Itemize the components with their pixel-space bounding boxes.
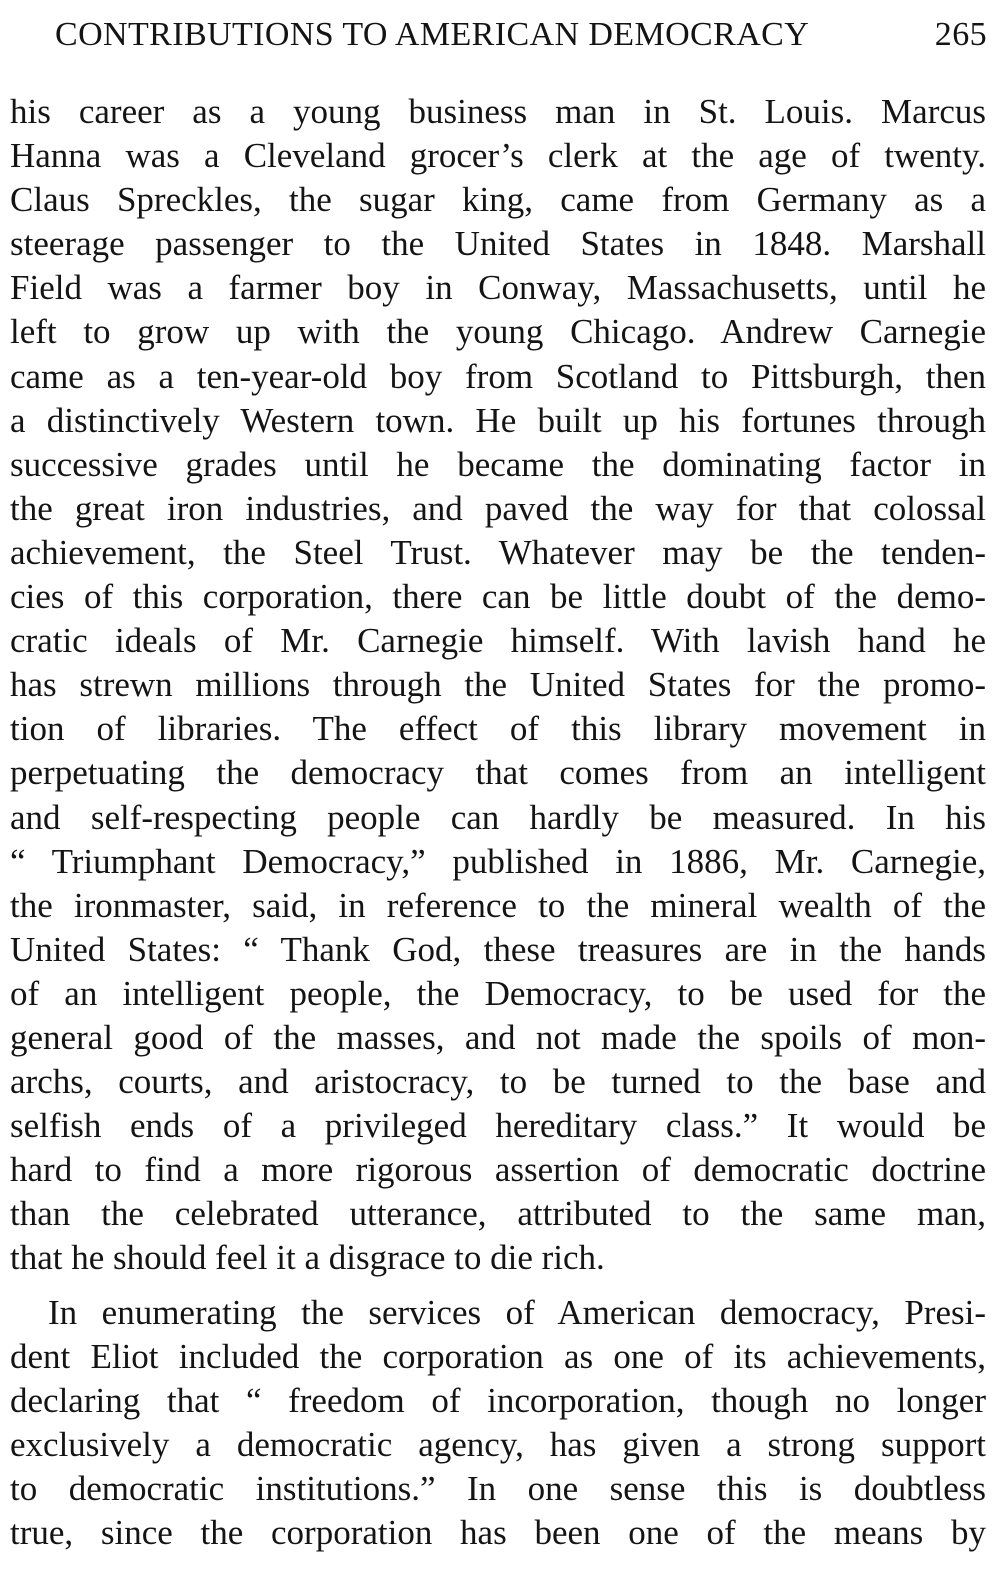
text-line: of an intelligent people, the Democracy, to be used for the	[10, 973, 986, 1013]
paragraph	[10, 1291, 986, 1556]
text-line: hard to find a more rigorous assertion of democratic doctrine	[10, 1150, 986, 1190]
text-line: cratic ideals of Mr. Carnegie himself. With lavish hand he	[10, 621, 986, 661]
text-line: In enumerating the services of American democracy, Presi-	[48, 1292, 986, 1332]
text-line: his career as a young business man in St. Louis. Marcus	[10, 92, 986, 131]
body-text	[10, 90, 986, 1555]
text-line: Hanna was a Cleveland grocer’s clerk at the age of twenty.	[10, 136, 986, 176]
text-line: true, since the corporation has been one of the means by	[10, 1513, 986, 1552]
text-line: to democratic institutions.” In one sense this is doubtless	[10, 1468, 986, 1508]
text-line: tion of libraries. The effect of this library movement in	[10, 709, 986, 749]
text-line: than the celebrated utterance, attributed to the same man,	[10, 1194, 986, 1234]
text-line: cies of this corporation, there can be little doubt of the demo-	[10, 577, 986, 617]
text-line: that he should feel it a disgrace to die rich.	[10, 1238, 605, 1278]
text-line: declaring that “ freedom of incorporation, though no longer	[10, 1380, 986, 1420]
text-line: achievement, the Steel Trust. Whatever may be the tenden-	[10, 532, 986, 572]
text-line: came as a ten-year-old boy from Scotland to Pittsburgh, then	[10, 356, 986, 396]
paragraph	[10, 90, 986, 1281]
text-line: exclusively a democratic agency, has given a strong support	[10, 1424, 986, 1464]
text-line: the ironmaster, said, in reference to the mineral wealth of the	[10, 885, 986, 925]
running-title: CONTRIBUTIONS TO AMERICAN DEMOCRACY	[55, 16, 810, 53]
text-line: successive grades until he became the dominating factor in	[10, 444, 986, 484]
text-line: dent Eliot included the corporation as one of its achievements,	[10, 1336, 986, 1376]
text-line: has strewn millions through the United States for the promo-	[10, 665, 986, 705]
text-line: and self-respecting people can hardly be measured. In his	[10, 797, 986, 837]
text-line: steerage passenger to the United States in 1848. Marshall	[10, 224, 986, 264]
text-line: archs, courts, and aristocracy, to be turned to the base and	[10, 1062, 986, 1102]
running-header	[55, 10, 987, 60]
text-line: general good of the masses, and not made the spoils of mon-	[10, 1017, 986, 1057]
text-line: perpetuating the democracy that comes from an intelligent	[10, 753, 986, 793]
text-line: the great iron industries, and paved the way for that colossal	[10, 488, 986, 528]
text-line: selfish ends of a privileged hereditary class.” It would be	[10, 1106, 986, 1146]
text-line: “ Triumphant Democracy,” published in 1886, Mr. Carnegie,	[10, 841, 986, 881]
text-line: a distinctively Western town. He built up his fortunes through	[10, 400, 986, 440]
text-line: Claus Spreckles, the sugar king, came from Germany as a	[10, 180, 986, 220]
text-line: United States: “ Thank God, these treasures are in the hands	[10, 929, 986, 969]
text-line: Field was a farmer boy in Conway, Massachusetts, until he	[10, 268, 986, 308]
page-number: 265	[934, 16, 987, 53]
text-line: left to grow up with the young Chicago. Andrew Carnegie	[10, 312, 986, 352]
